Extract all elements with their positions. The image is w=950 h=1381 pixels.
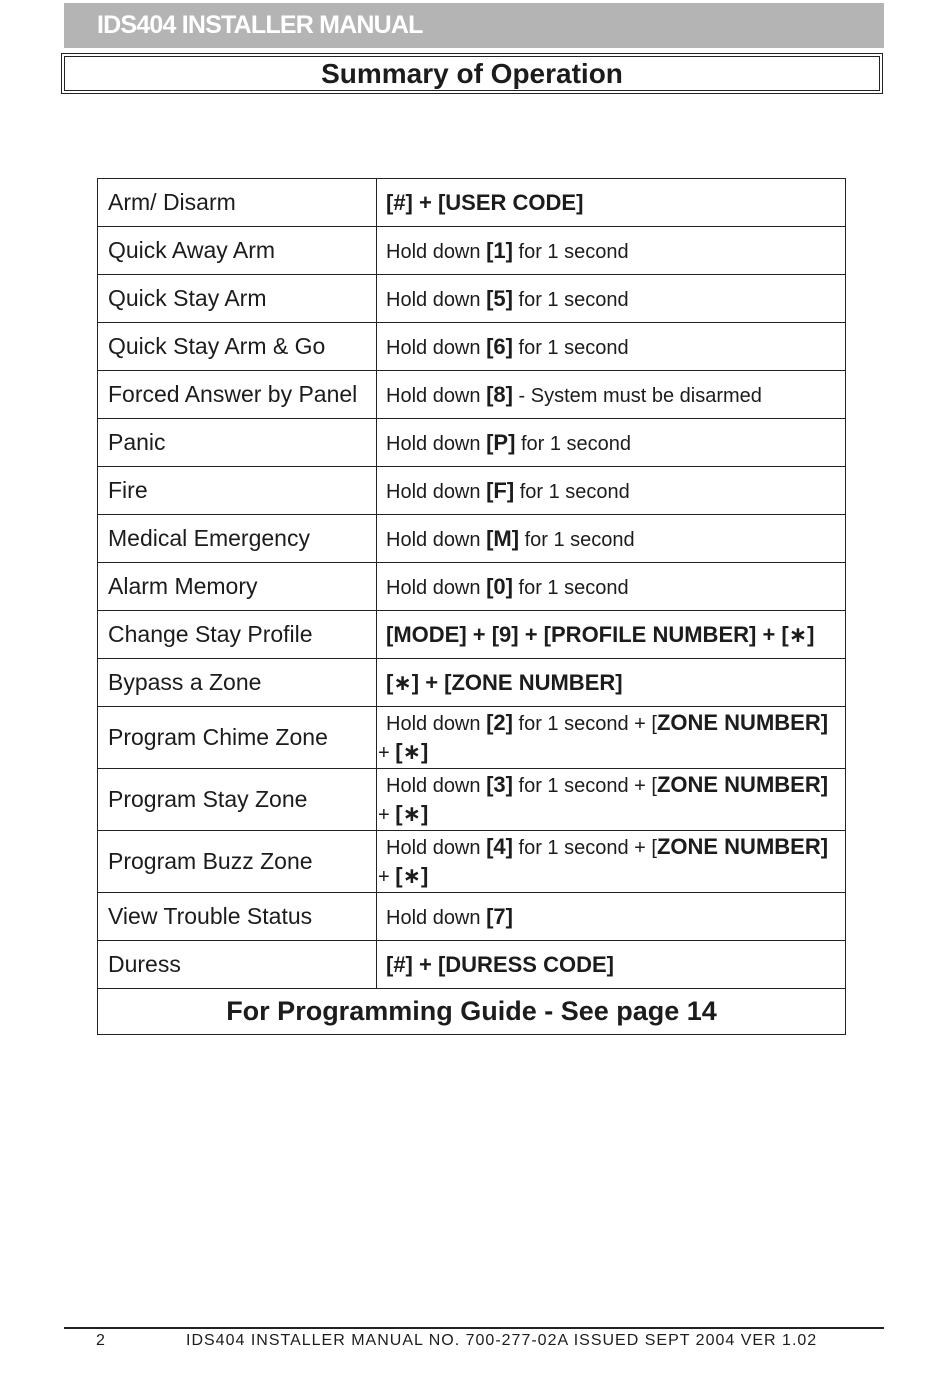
operation-instruction bbox=[377, 893, 846, 941]
instruction-text: for 1 second + [ bbox=[512, 774, 657, 797]
operation-instruction bbox=[377, 515, 846, 563]
operation-instruction bbox=[377, 707, 846, 769]
table-row bbox=[98, 563, 846, 611]
instruction-text: for 1 second bbox=[512, 240, 629, 263]
key-label: [1] bbox=[486, 237, 513, 263]
instruction-text: Hold down bbox=[386, 712, 487, 735]
key-label: [∗] bbox=[395, 862, 429, 888]
instruction-text: for 1 second bbox=[514, 480, 630, 503]
operation-name: Alarm Memory bbox=[98, 563, 377, 611]
table-row bbox=[98, 179, 846, 227]
key-label: [F] bbox=[486, 477, 515, 503]
table-row bbox=[98, 611, 846, 659]
key-label: [∗] bbox=[395, 800, 429, 826]
table-row bbox=[98, 941, 846, 989]
instruction-text: for 1 second bbox=[515, 432, 632, 455]
operation-name: Panic bbox=[98, 419, 377, 467]
table-row bbox=[98, 515, 846, 563]
operation-instruction bbox=[377, 467, 846, 515]
instruction-text: Hold down bbox=[386, 906, 487, 929]
operation-name: Quick Stay Arm bbox=[98, 275, 377, 323]
instruction-text: for 1 second bbox=[512, 336, 629, 359]
key-label: [7] bbox=[486, 903, 513, 929]
table-row bbox=[98, 227, 846, 275]
zone-number-label: ZONE NUMBER] bbox=[656, 709, 829, 735]
table-row bbox=[98, 831, 846, 893]
operation-instruction bbox=[377, 563, 846, 611]
header-bar bbox=[64, 3, 884, 48]
operation-name: Quick Away Arm bbox=[98, 227, 377, 275]
table-row bbox=[98, 659, 846, 707]
key-label: [2] bbox=[486, 709, 513, 735]
key-label: [P] bbox=[486, 429, 516, 455]
key-sequence: [MODE] + [9] + [PROFILE NUMBER] + [∗] bbox=[386, 621, 815, 647]
key-label: [8] bbox=[486, 381, 513, 407]
operation-instruction bbox=[377, 371, 846, 419]
operation-name: Quick Stay Arm & Go bbox=[98, 323, 377, 371]
operation-instruction bbox=[377, 323, 846, 371]
key-label: [M] bbox=[486, 525, 520, 551]
page-title: Summary of Operation bbox=[321, 58, 623, 89]
operation-name: Program Buzz Zone bbox=[98, 831, 377, 893]
key-sequence: [∗] + [ZONE NUMBER] bbox=[386, 669, 623, 695]
operation-instruction bbox=[377, 419, 846, 467]
instruction-text: Hold down bbox=[386, 432, 487, 455]
operation-instruction bbox=[377, 179, 846, 227]
table-row bbox=[98, 323, 846, 371]
key-label: [∗] bbox=[395, 738, 429, 764]
manual-title: IDS404 INSTALLER MANUAL bbox=[97, 11, 423, 39]
key-label: [0] bbox=[486, 573, 513, 599]
table-row bbox=[98, 371, 846, 419]
operation-name: Program Chime Zone bbox=[98, 707, 377, 769]
table-row bbox=[98, 419, 846, 467]
instruction-text: Hold down bbox=[386, 576, 487, 599]
operation-name: Duress bbox=[98, 941, 377, 989]
operation-instruction bbox=[377, 769, 846, 831]
instruction-text: for 1 second bbox=[512, 576, 629, 599]
instruction-text: for 1 second + [ bbox=[512, 836, 657, 859]
table-row bbox=[98, 707, 846, 769]
key-label: [6] bbox=[486, 333, 513, 359]
key-sequence: [#] + [USER CODE] bbox=[386, 189, 584, 215]
operation-instruction bbox=[377, 227, 846, 275]
programming-guide-note: For Programming Guide - See page 14 bbox=[98, 989, 846, 1035]
footer-rule bbox=[64, 1327, 884, 1329]
operation-instruction bbox=[377, 831, 846, 893]
operation-instruction bbox=[377, 611, 846, 659]
key-label: [4] bbox=[486, 833, 513, 859]
instruction-text: - System must be disarmed bbox=[512, 384, 762, 407]
instruction-text: Hold down bbox=[386, 836, 487, 859]
table-row bbox=[98, 769, 846, 831]
operation-instruction bbox=[377, 941, 846, 989]
key-sequence: [#] + [DURESS CODE] bbox=[386, 951, 614, 977]
operation-name: Bypass a Zone bbox=[98, 659, 377, 707]
key-label: [5] bbox=[486, 285, 513, 311]
instruction-text: Hold down bbox=[386, 528, 487, 551]
table-row bbox=[98, 893, 846, 941]
page-number: 2 bbox=[96, 1332, 105, 1349]
operation-name: View Trouble Status bbox=[98, 893, 377, 941]
operations-table bbox=[97, 178, 846, 1035]
page-title-box bbox=[64, 56, 880, 91]
zone-number-label: ZONE NUMBER] bbox=[656, 771, 829, 797]
operation-instruction bbox=[377, 659, 846, 707]
instruction-text: Hold down bbox=[386, 480, 487, 503]
operation-name: Forced Answer by Panel bbox=[98, 371, 377, 419]
instruction-text: for 1 second bbox=[512, 288, 629, 311]
operation-name: Fire bbox=[98, 467, 377, 515]
instruction-text: Hold down bbox=[386, 336, 487, 359]
instruction-text: Hold down bbox=[386, 288, 487, 311]
instruction-text: + bbox=[378, 741, 396, 764]
operation-name: Medical Emergency bbox=[98, 515, 377, 563]
operation-name: Arm/ Disarm bbox=[98, 179, 377, 227]
table-row bbox=[98, 275, 846, 323]
instruction-text: Hold down bbox=[386, 384, 487, 407]
instruction-text: + bbox=[378, 803, 396, 826]
page-footer-text: IDS404 INSTALLER MANUAL NO. 700-277-02A ISSUED SEPT 2004 VER 1.02 bbox=[186, 1332, 818, 1349]
instruction-text: for 1 second + [ bbox=[512, 712, 657, 735]
table-row bbox=[98, 467, 846, 515]
key-label: [3] bbox=[486, 771, 513, 797]
zone-number-label: ZONE NUMBER] bbox=[656, 833, 829, 859]
instruction-text: Hold down bbox=[386, 240, 487, 263]
operation-instruction bbox=[377, 275, 846, 323]
instruction-text: Hold down bbox=[386, 774, 487, 797]
operation-name: Program Stay Zone bbox=[98, 769, 377, 831]
operation-name: Change Stay Profile bbox=[98, 611, 377, 659]
instruction-text: + bbox=[378, 865, 396, 888]
instruction-text: for 1 second bbox=[519, 528, 635, 551]
